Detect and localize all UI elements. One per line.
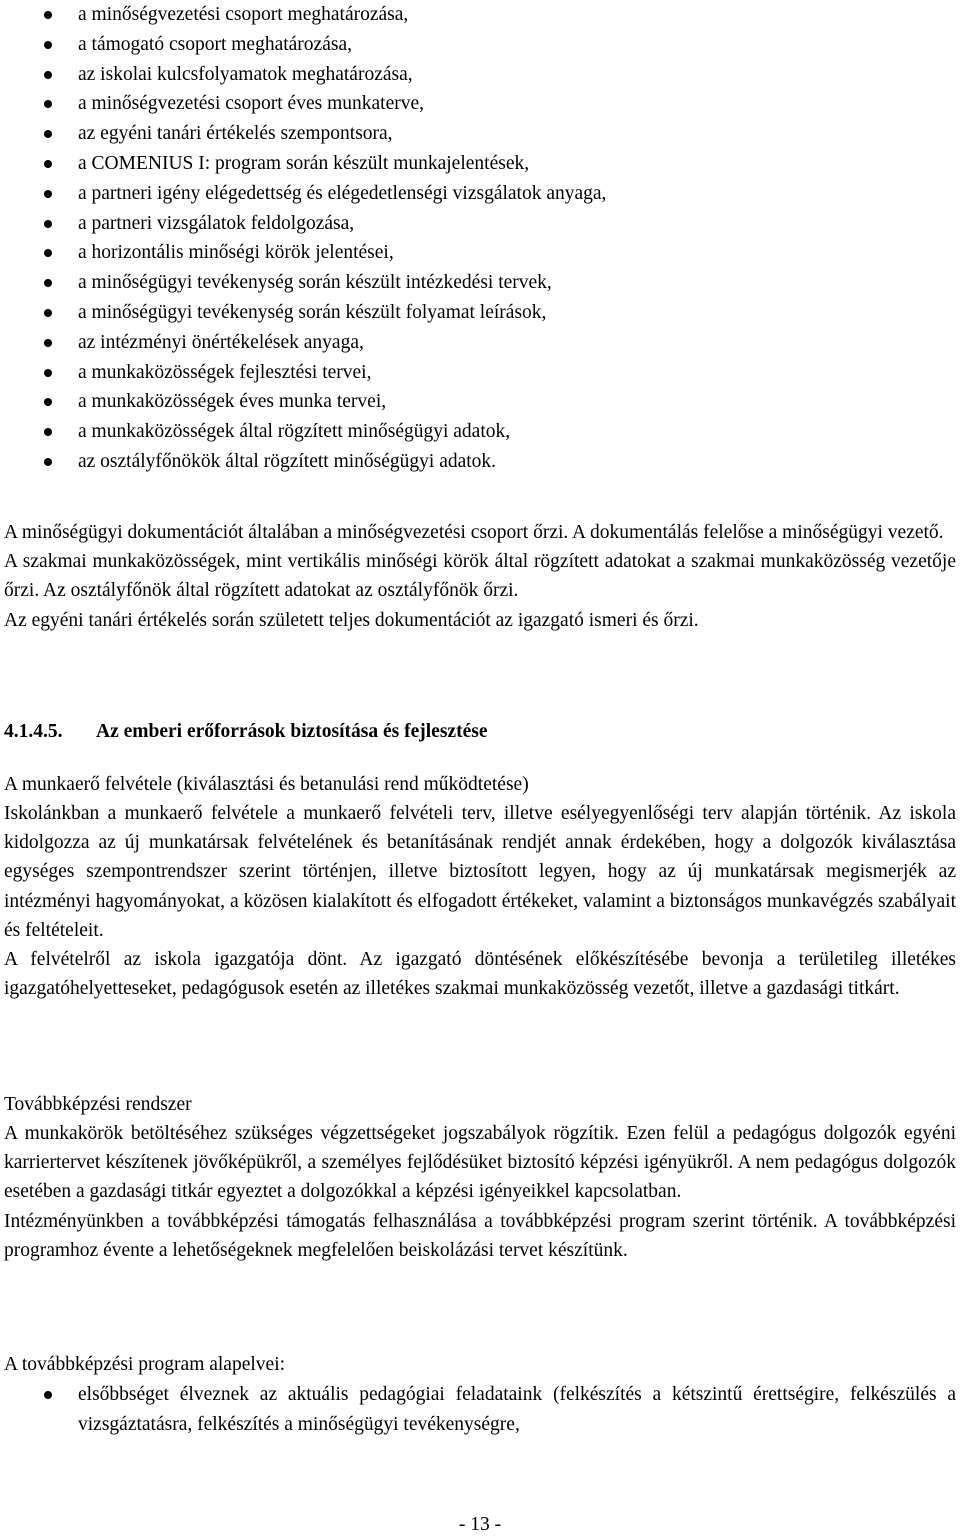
list-item-text: a horizontális minőségi körök jelentései, [78, 242, 394, 264]
list-item [0, 298, 960, 328]
bullet-icon [44, 398, 52, 406]
training-block [4, 1090, 956, 1265]
documentation-block [4, 518, 956, 635]
list-item-text: a COMENIUS I: program során készült munkajelentések, [78, 152, 530, 174]
principles-list [0, 1380, 960, 1439]
list-item [0, 268, 960, 298]
documentation-paragraph: A szakmai munkaközösségek, mint vertikális minőségi körök által rögzített adatokat a szakmai munkaközösség vezetője őrzi. Az osztályfőnök által rögzített adatokat az osztályfőnök őrzi. [4, 551, 956, 602]
recruitment-paragraph: Iskolánkban a munkaerő felvétele a munkaerő felvételi terv, illetve esélyegyenlőségi terv alapján történik. Az iskola kidolgozza az új munkatársak felvételének és betanításának rendjét annak érdekében, hogy a dolgozók kiválasztása egységes szempontrendszer szerint történjen, illetve biztosított legyen, hogy az új munkatársak megismerjék az intézményi hagyományokat, a közösen kialakított és elfogadott értékeket, valamint a biztonságos munkavégzés szabályait és feltételeit. [4, 803, 956, 941]
list-item-text: az intézményi önértékelések anyaga, [78, 331, 364, 353]
list-item-text: a támogató csoport meghatározása, [78, 33, 352, 55]
list-item-text: elsőbbséget élveznek az aktuális pedagógiai feladataink (felkészítés a kétszintű érettségire, felkészülés a vizsgáztatásra, felkészítés a minőségügyi tevékenységre, [78, 1384, 956, 1435]
list-item [0, 387, 960, 417]
list-item-text: az osztályfőnökök által rögzített minőségügyi adatok. [78, 450, 497, 472]
training-paragraph: Intézményünkben a továbbképzési támogatás felhasználása a továbbképzési program szerint történik. A továbbképzési programhoz évente a lehetőségeknek megfelelően beiskolázási tervet készítünk. [4, 1210, 956, 1261]
list-item-text: a minőségvezetési csoport éves munkaterve, [78, 93, 425, 115]
bullet-icon [44, 160, 52, 168]
quality-documents-list [0, 0, 960, 477]
list-item [0, 149, 960, 179]
list-item [0, 209, 960, 239]
list-item [0, 447, 960, 477]
list-item [0, 89, 960, 119]
page-number: - 13 - [458, 1514, 502, 1535]
list-item [0, 358, 960, 388]
list-item-text: a munkaközösségek éves munka tervei, [78, 391, 387, 413]
training-paragraph: A munkakörök betöltéséhez szükséges végzettségeket jogszabályok rögzítik. Ezen felül a pedagógus dolgozók egyéni karriertervet készítenek jövőképükről, a személyes fejlődésüket biztosító képzési igényükről. A nem pedagógus dolgozók esetében a gazdasági titkár egyeztet a dolgozókkal a képzési igényeikkel kapcsolatban. [4, 1123, 956, 1203]
list-item-text: a minőségügyi tevékenység során készült folyamat leírások, [78, 301, 547, 323]
list-item [0, 119, 960, 149]
list-item [0, 30, 960, 60]
recruitment-paragraph: A felvételről az iskola igazgatója dönt. Az igazgató döntésének előkészítésébe bevonja a területileg illetékes igazgatóhelyetteseket, pedagógusok esetén az illetékes szakmai munkaközösség vezetőt, illetve a gazdasági titkárt. [4, 949, 956, 1000]
principles-heading: A továbbképzési program alapelvei: [4, 1354, 286, 1375]
bullet-icon [44, 279, 52, 287]
list-item [0, 179, 960, 209]
bullet-icon [44, 249, 52, 257]
bullet-icon [44, 369, 52, 377]
bullet-icon [44, 309, 52, 317]
list-item [0, 417, 960, 447]
bullet-icon [44, 41, 52, 49]
list-item-text: az egyéni tanári értékelés szempontsora, [78, 123, 393, 145]
list-item-text: a munkaközösségek fejlesztési tervei, [78, 361, 372, 383]
principles-heading-block [4, 1350, 956, 1379]
bullet-icon [44, 130, 52, 138]
recruitment-block [4, 770, 956, 1003]
section-heading [4, 716, 487, 748]
documentation-paragraph: A minőségügyi dokumentációt általában a minőségvezetési csoport őrzi. A dokumentálás felelőse a minőségügyi vezető. [4, 522, 944, 543]
recruitment-heading: A munkaerő felvétele (kiválasztási és betanulási rend működtetése) [4, 774, 529, 795]
bullet-icon [44, 71, 52, 79]
bullet-icon [44, 428, 52, 436]
list-item-text: a minőségügyi tevékenység során készült intézkedési tervek, [78, 272, 552, 294]
list-item [0, 1380, 960, 1439]
list-item [0, 0, 960, 30]
list-item-text: az iskolai kulcsfolyamatok meghatározása, [78, 63, 413, 85]
bullet-icon [44, 220, 52, 228]
list-item-text: a partneri igény elégedettség és elégedetlenségi vizsgálatok anyaga, [78, 182, 607, 204]
list-item [0, 328, 960, 358]
section-number: 4.1.4.5. [4, 721, 63, 742]
bullet-icon [44, 458, 52, 466]
bullet-icon [44, 11, 52, 19]
list-item [0, 60, 960, 90]
bullet-icon [44, 1391, 52, 1399]
section-title: Az emberi erőforrások biztosítása és fejlesztése [96, 721, 488, 742]
documentation-paragraph: Az egyéni tanári értékelés során született teljes dokumentációt az igazgató ismeri és őrzi. [4, 609, 699, 631]
bullet-icon [44, 100, 52, 108]
list-item-text: a munkaközösségek által rögzített minőségügyi adatok, [78, 421, 511, 443]
list-item [0, 238, 960, 268]
training-heading: Továbbképzési rendszer [4, 1094, 192, 1115]
bullet-icon [44, 190, 52, 198]
list-item-text: a minőségvezetési csoport meghatározása, [78, 4, 409, 25]
bullet-icon [44, 339, 52, 347]
list-item-text: a partneri vizsgálatok feldolgozása, [78, 212, 355, 234]
